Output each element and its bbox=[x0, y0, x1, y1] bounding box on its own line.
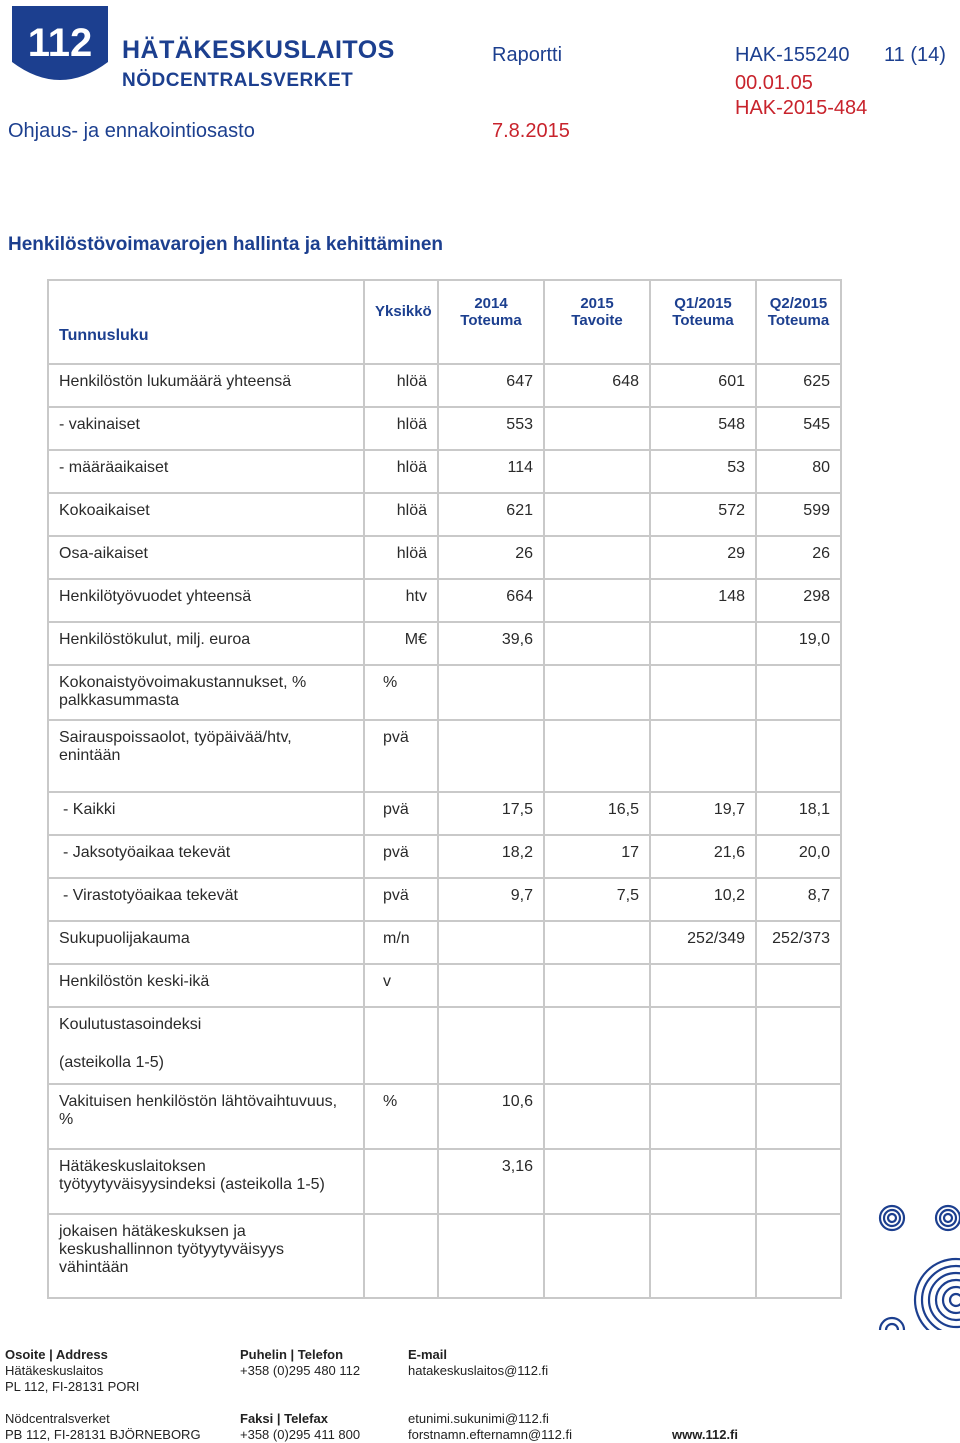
table-row bbox=[48, 835, 841, 878]
row-value-q2-text: 8,7 bbox=[807, 887, 830, 904]
row-unit-text: % bbox=[383, 674, 398, 691]
row-label-text: Kokonaistyövoimakustannukset, % palkkasummasta bbox=[59, 674, 307, 709]
row-unit bbox=[364, 1214, 438, 1298]
row-label bbox=[48, 835, 364, 878]
row-label-text: Henkilötyövuodet yhteensä bbox=[59, 588, 252, 605]
header-2014-year: 2014 bbox=[474, 295, 508, 312]
row-label-text: Osa-aikaiset bbox=[59, 545, 148, 562]
row-value-2014 bbox=[438, 536, 544, 579]
row-label-text: - Jaksotyöaikaa tekevät bbox=[63, 844, 231, 861]
row-label-secondary: (asteikolla 1-5) bbox=[59, 1054, 164, 1071]
table-row bbox=[48, 1214, 841, 1298]
row-value-q2 bbox=[756, 1084, 841, 1149]
footer-address-sv: PB 112, FI-28131 BJÖRNEBORG bbox=[5, 1427, 201, 1442]
row-unit bbox=[364, 964, 438, 1007]
row-unit bbox=[364, 364, 438, 407]
table-row bbox=[48, 579, 841, 622]
table-row bbox=[48, 964, 841, 1007]
kpi-table bbox=[47, 279, 842, 1299]
table-row bbox=[48, 792, 841, 835]
table-row bbox=[48, 665, 841, 720]
table-row bbox=[48, 450, 841, 493]
row-value-2015-target bbox=[544, 878, 650, 921]
hatakeskuslaitos-logo bbox=[4, 2, 395, 102]
row-value-q2 bbox=[756, 964, 841, 1007]
row-value-q1-text: 53 bbox=[727, 459, 745, 476]
row-value-2015-target bbox=[544, 536, 650, 579]
footer-fax-number: +358 (0)295 411 800 bbox=[240, 1427, 361, 1442]
row-unit-text: % bbox=[383, 1093, 398, 1110]
header-unit: Yksikkö bbox=[364, 280, 438, 364]
row-label-text: Hätäkeskuslaitoksen työtyytyväisyysindeksi (asteikolla 1-5) bbox=[59, 1158, 325, 1193]
row-value-2014-text: 10,6 bbox=[501, 1093, 533, 1110]
table-row bbox=[48, 622, 841, 665]
footer-org-fi: Hätäkeskuslaitos bbox=[5, 1363, 104, 1378]
row-label bbox=[48, 407, 364, 450]
department-name: Ohjaus- ja ennakointiosasto bbox=[8, 120, 255, 142]
footer-email-pattern-sv: forstnamn.efternamn@112.fi bbox=[408, 1427, 572, 1442]
row-value-2015-target-text: 648 bbox=[612, 373, 639, 390]
header-2015-label: Tavoite bbox=[571, 312, 623, 329]
row-value-q1-text: 10,2 bbox=[713, 887, 745, 904]
row-value-q2-text: 599 bbox=[803, 502, 830, 519]
header-q1-label: Toteuma bbox=[672, 312, 734, 329]
row-value-q1 bbox=[650, 792, 756, 835]
row-label-text: - Virastotyöaikaa tekevät bbox=[63, 887, 238, 904]
row-value-2014 bbox=[438, 493, 544, 536]
table-header-row bbox=[48, 280, 841, 364]
row-value-q1 bbox=[650, 720, 756, 792]
row-unit bbox=[364, 1007, 438, 1084]
header-q2 bbox=[756, 280, 841, 364]
header-indicator: Tunnusluku bbox=[48, 280, 364, 364]
decorative-rings-icon bbox=[870, 1196, 960, 1330]
row-label-text: Kokoaikaiset bbox=[59, 502, 150, 519]
row-label bbox=[48, 1149, 364, 1214]
doc-code: 00.01.05 bbox=[735, 72, 813, 94]
row-value-2014 bbox=[438, 450, 544, 493]
row-value-q1-text: 601 bbox=[718, 373, 745, 390]
footer-address-fi: PL 112, FI-28131 PORI bbox=[5, 1379, 140, 1394]
row-value-2015-target bbox=[544, 835, 650, 878]
table-row bbox=[48, 536, 841, 579]
row-value-q2 bbox=[756, 921, 841, 964]
row-unit bbox=[364, 407, 438, 450]
row-value-2014-text: 9,7 bbox=[510, 887, 533, 904]
row-value-q2 bbox=[756, 536, 841, 579]
row-value-q2-text: 19,0 bbox=[798, 631, 830, 648]
table-row bbox=[48, 364, 841, 407]
row-unit-text: v bbox=[383, 973, 391, 990]
footer-email-general[interactable]: hatakeskuslaitos@112.fi bbox=[408, 1363, 549, 1378]
row-label bbox=[48, 921, 364, 964]
row-label bbox=[48, 792, 364, 835]
row-value-2014-text: 17,5 bbox=[501, 801, 533, 818]
table-row bbox=[48, 493, 841, 536]
table-row bbox=[48, 720, 841, 792]
row-value-q1-text: 29 bbox=[727, 545, 745, 562]
row-value-2015-target bbox=[544, 493, 650, 536]
row-label-text: Henkilöstön lukumäärä yhteensä bbox=[59, 373, 292, 390]
row-value-q2 bbox=[756, 493, 841, 536]
row-value-q1-text: 548 bbox=[718, 416, 745, 433]
row-value-2014 bbox=[438, 1084, 544, 1149]
row-label bbox=[48, 665, 364, 720]
logo-title-sv: NÖDCENTRALSVERKET bbox=[122, 70, 354, 91]
row-label-text: Koulutustasoindeksi bbox=[59, 1016, 202, 1033]
page-number: 11 (14) bbox=[884, 44, 946, 66]
row-unit-text: hlöä bbox=[396, 545, 427, 562]
row-value-q1 bbox=[650, 579, 756, 622]
row-label bbox=[48, 536, 364, 579]
row-value-2014 bbox=[438, 1214, 544, 1298]
footer-email-heading: E-mail bbox=[408, 1347, 448, 1362]
row-label-text: Henkilöstökulut, milj. euroa bbox=[59, 631, 251, 648]
row-value-2015-target bbox=[544, 792, 650, 835]
row-value-2015-target bbox=[544, 921, 650, 964]
row-value-q2 bbox=[756, 792, 841, 835]
row-value-q2-text: 625 bbox=[803, 373, 830, 390]
row-label bbox=[48, 720, 364, 792]
footer-phone-heading: Puhelin | Telefon bbox=[240, 1347, 344, 1362]
header-2014 bbox=[438, 280, 544, 364]
row-value-2015-target bbox=[544, 1007, 650, 1084]
row-label-text: - määräaikaiset bbox=[59, 459, 169, 476]
row-value-q2 bbox=[756, 450, 841, 493]
row-value-q1 bbox=[650, 964, 756, 1007]
row-value-2014-text: 3,16 bbox=[501, 1158, 533, 1175]
doc-reference: HAK-155240 bbox=[735, 44, 850, 66]
footer-website-link[interactable]: www.112.fi bbox=[672, 1427, 738, 1442]
row-value-q1 bbox=[650, 1007, 756, 1084]
footer-phone-number: +358 (0)295 480 112 bbox=[240, 1363, 361, 1378]
row-label-text: - Kaikki bbox=[63, 801, 116, 818]
row-value-q2 bbox=[756, 579, 841, 622]
row-value-q2 bbox=[756, 835, 841, 878]
row-value-q1-text: 252/349 bbox=[687, 930, 745, 947]
header-q1 bbox=[650, 280, 756, 364]
row-value-2015-target-text: 7,5 bbox=[616, 887, 639, 904]
row-label bbox=[48, 1214, 364, 1298]
table-row bbox=[48, 1149, 841, 1214]
row-value-q2-text: 298 bbox=[803, 588, 830, 605]
row-value-2014 bbox=[438, 921, 544, 964]
row-value-2014-text: 553 bbox=[506, 416, 533, 433]
row-label bbox=[48, 1007, 364, 1084]
row-value-2015-target-text: 16,5 bbox=[607, 801, 639, 818]
row-value-q1 bbox=[650, 665, 756, 720]
row-label-text: Sairauspoissaolot, työpäivää/htv, enintään bbox=[59, 729, 292, 764]
row-value-q1 bbox=[650, 364, 756, 407]
row-unit-text: pvä bbox=[383, 801, 409, 818]
row-value-2014 bbox=[438, 720, 544, 792]
doc-reference-2: HAK-2015-484 bbox=[735, 97, 868, 119]
row-label-text: Sukupuolijakauma bbox=[59, 930, 190, 947]
row-unit bbox=[364, 1149, 438, 1214]
row-unit bbox=[364, 1084, 438, 1149]
header-q2-label: Toteuma bbox=[767, 312, 830, 329]
row-value-2015-target bbox=[544, 450, 650, 493]
row-label bbox=[48, 1084, 364, 1149]
row-label-text: Vakituisen henkilöstön lähtövaihtuvuus, % bbox=[59, 1093, 338, 1128]
row-value-2014 bbox=[438, 364, 544, 407]
row-value-q1 bbox=[650, 407, 756, 450]
row-unit-text: hlöä bbox=[396, 373, 427, 390]
row-value-2014-text: 664 bbox=[506, 588, 533, 605]
row-label bbox=[48, 878, 364, 921]
row-value-q1 bbox=[650, 1149, 756, 1214]
footer-fax-heading: Faksi | Telefax bbox=[240, 1411, 328, 1426]
row-value-2014 bbox=[438, 835, 544, 878]
row-unit-text: pvä bbox=[383, 887, 409, 904]
row-value-q1 bbox=[650, 622, 756, 665]
row-unit-text: htv bbox=[405, 588, 427, 605]
table-row bbox=[48, 921, 841, 964]
row-value-q1-text: 21,6 bbox=[713, 844, 745, 861]
emergency-112-logo-icon bbox=[4, 2, 116, 98]
doc-type: Raportti bbox=[492, 44, 563, 66]
doc-date: 7.8.2015 bbox=[492, 120, 570, 142]
table-row bbox=[48, 1007, 841, 1084]
row-unit-text: hlöä bbox=[396, 459, 427, 476]
table-row bbox=[48, 878, 841, 921]
row-value-2014 bbox=[438, 1149, 544, 1214]
row-unit-text: hlöä bbox=[396, 502, 427, 519]
row-value-q1 bbox=[650, 450, 756, 493]
row-value-q1 bbox=[650, 921, 756, 964]
row-value-2015-target bbox=[544, 665, 650, 720]
row-value-q1-text: 19,7 bbox=[713, 801, 745, 818]
row-value-2014 bbox=[438, 622, 544, 665]
row-value-2014-text: 26 bbox=[515, 545, 533, 562]
row-value-q1-text: 148 bbox=[718, 588, 745, 605]
row-value-2015-target bbox=[544, 964, 650, 1007]
row-unit bbox=[364, 921, 438, 964]
row-value-q1 bbox=[650, 878, 756, 921]
row-value-q1 bbox=[650, 835, 756, 878]
row-value-q1 bbox=[650, 1214, 756, 1298]
footer-org-sv: Nödcentralsverket bbox=[5, 1411, 110, 1426]
row-unit bbox=[364, 536, 438, 579]
row-value-q2-text: 252/373 bbox=[772, 930, 830, 947]
row-value-q2 bbox=[756, 1007, 841, 1084]
row-unit bbox=[364, 835, 438, 878]
row-value-2014-text: 18,2 bbox=[501, 844, 533, 861]
row-unit-text: hlöä bbox=[396, 416, 427, 433]
row-label bbox=[48, 622, 364, 665]
row-value-q2-text: 80 bbox=[812, 459, 830, 476]
row-unit bbox=[364, 665, 438, 720]
row-value-2014 bbox=[438, 964, 544, 1007]
row-value-2014 bbox=[438, 579, 544, 622]
footer-phone bbox=[240, 1347, 360, 1443]
row-value-q2 bbox=[756, 1149, 841, 1214]
row-value-q2 bbox=[756, 720, 841, 792]
row-unit bbox=[364, 878, 438, 921]
table-row bbox=[48, 1084, 841, 1149]
row-label bbox=[48, 579, 364, 622]
row-value-2015-target bbox=[544, 622, 650, 665]
row-label-text: Henkilöstön keski-ikä bbox=[59, 973, 210, 990]
row-label bbox=[48, 493, 364, 536]
row-unit bbox=[364, 792, 438, 835]
row-value-2015-target bbox=[544, 579, 650, 622]
row-value-2014 bbox=[438, 407, 544, 450]
row-label-text: jokaisen hätäkeskuksen ja keskushallinnon työtyytyväisyys vähintään bbox=[59, 1223, 284, 1276]
row-value-2015-target bbox=[544, 364, 650, 407]
row-value-2015-target bbox=[544, 407, 650, 450]
header-q1-period: Q1/2015 bbox=[674, 295, 732, 312]
row-value-2015-target bbox=[544, 1084, 650, 1149]
row-value-2014 bbox=[438, 878, 544, 921]
footer-email-pattern-fi: etunimi.sukunimi@112.fi bbox=[408, 1411, 549, 1426]
header-q2-period: Q2/2015 bbox=[769, 295, 828, 312]
row-unit-text: pvä bbox=[383, 729, 409, 746]
row-label bbox=[48, 964, 364, 1007]
row-value-q2 bbox=[756, 407, 841, 450]
row-unit bbox=[364, 450, 438, 493]
row-unit bbox=[364, 493, 438, 536]
row-unit-text: M€ bbox=[404, 631, 427, 648]
section-title: Henkilöstövoimavarojen hallinta ja kehittäminen bbox=[8, 234, 444, 255]
row-value-2015-target-text: 17 bbox=[621, 844, 639, 861]
row-value-q1 bbox=[650, 493, 756, 536]
row-value-q1 bbox=[650, 536, 756, 579]
table-row bbox=[48, 407, 841, 450]
row-value-q1-text: 572 bbox=[718, 502, 745, 519]
row-value-q2-text: 545 bbox=[803, 416, 830, 433]
row-unit bbox=[364, 720, 438, 792]
logo-title-fi: HÄTÄKESKUSLAITOS bbox=[122, 36, 395, 64]
row-value-q2-text: 26 bbox=[812, 545, 830, 562]
row-value-q2-text: 20,0 bbox=[798, 844, 830, 861]
row-value-q2 bbox=[756, 364, 841, 407]
row-value-2014-text: 621 bbox=[506, 502, 533, 519]
row-value-q2 bbox=[756, 622, 841, 665]
row-unit bbox=[364, 622, 438, 665]
row-label-text: - vakinaiset bbox=[59, 416, 140, 433]
header-2015-year: 2015 bbox=[580, 295, 614, 312]
row-value-q2 bbox=[756, 1214, 841, 1298]
header-2015-target bbox=[544, 280, 650, 364]
row-value-2014-text: 114 bbox=[507, 459, 533, 476]
svg-text:112: 112 bbox=[27, 21, 93, 65]
row-value-2014-text: 647 bbox=[506, 373, 533, 390]
row-value-2014 bbox=[438, 665, 544, 720]
row-value-2015-target bbox=[544, 1149, 650, 1214]
footer-address-heading: Osoite | Address bbox=[5, 1347, 108, 1362]
row-value-q2 bbox=[756, 878, 841, 921]
row-value-q1 bbox=[650, 1084, 756, 1149]
row-label bbox=[48, 450, 364, 493]
row-value-2015-target bbox=[544, 720, 650, 792]
row-unit-text: m/n bbox=[383, 930, 410, 947]
row-unit-text: pvä bbox=[383, 844, 409, 861]
row-unit bbox=[364, 579, 438, 622]
row-value-2014-text: 39,6 bbox=[501, 631, 533, 648]
row-value-2014 bbox=[438, 792, 544, 835]
row-value-2015-target bbox=[544, 1214, 650, 1298]
footer-email bbox=[408, 1347, 572, 1443]
header-2014-label: Toteuma bbox=[460, 312, 522, 329]
row-value-2014 bbox=[438, 1007, 544, 1084]
row-value-q2-text: 18,1 bbox=[798, 801, 830, 818]
footer-address bbox=[5, 1347, 201, 1443]
row-value-q2 bbox=[756, 665, 841, 720]
row-label bbox=[48, 364, 364, 407]
